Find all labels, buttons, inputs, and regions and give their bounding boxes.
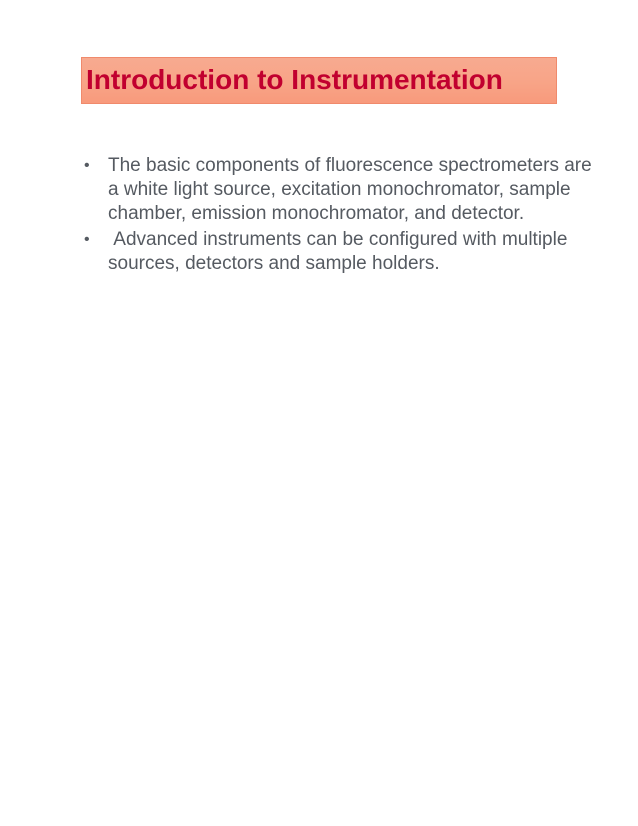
bullet-marker: • [84, 157, 90, 174]
bullet-item [84, 228, 594, 276]
bullet-item [84, 154, 594, 226]
bullet-marker: • [84, 231, 90, 248]
bullet-text: Advanced instruments can be configured with multiple sources, detectors and sample holders. [108, 229, 573, 274]
title-box [81, 57, 557, 104]
slide-title: Introduction to Instrumentation [86, 64, 503, 95]
bullet-text: The basic components of fluorescence spectrometers are a white light source, excitation monochromator, sample chamber, emission monochromator, and detector. [108, 155, 592, 224]
bullet-list [84, 154, 594, 276]
